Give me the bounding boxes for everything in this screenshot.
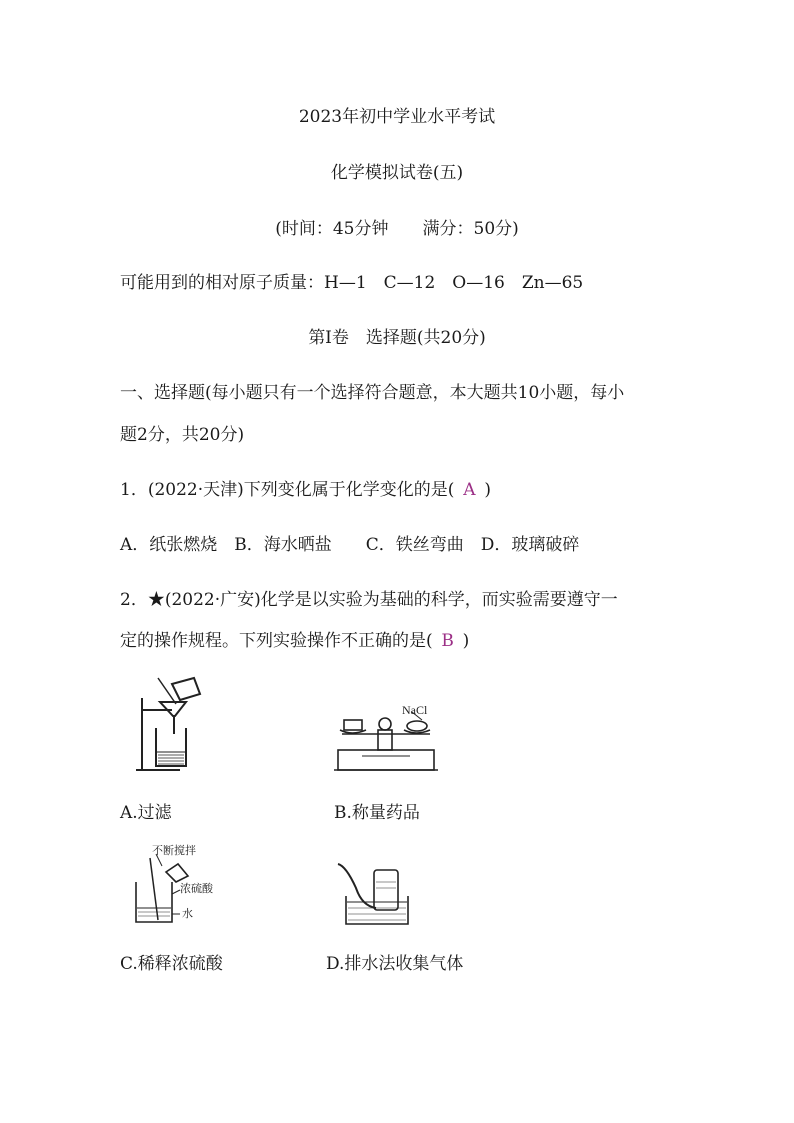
question-1-text: 1．(2022·天津)下列变化属于化学变化的是( xyxy=(120,480,455,500)
question-2-answer: B xyxy=(441,631,454,651)
section-instructions-line1: 一、选择题(每小题只有一个选择符合题意，本大题共10小题，每小 xyxy=(120,383,625,403)
figure-gas-collection xyxy=(336,862,416,928)
dilution-apparatus-icon xyxy=(132,842,222,926)
exam-title: 2023年初中学业水平考试 xyxy=(298,107,496,127)
stir-label: 不断搅拌 xyxy=(152,845,196,857)
figure-c-caption: C.稀释浓硫酸 xyxy=(120,954,223,974)
figure-d-caption: D.排水法收集气体 xyxy=(326,954,464,974)
gas-collection-apparatus-icon xyxy=(336,862,416,928)
question-2-stem-line2 xyxy=(120,630,469,652)
section-title: 第Ⅰ卷 选择题(共20分) xyxy=(308,328,486,348)
question-1-stem xyxy=(120,479,491,501)
balance-scale-icon xyxy=(332,700,442,774)
question-1-answer: A xyxy=(463,480,476,500)
question-1-close-paren: ) xyxy=(484,480,492,500)
question-1-options: A．纸张燃烧 B．海水晒盐 C．铁丝弯曲 D．玻璃破碎 xyxy=(120,535,580,555)
question-2-close-paren: ) xyxy=(462,631,470,651)
exam-time-info: (时间：45分钟 满分：50分) xyxy=(275,219,519,239)
nacl-label: NaCl xyxy=(402,703,428,717)
figure-b-caption: B.称量药品 xyxy=(334,803,420,823)
figure-dilution xyxy=(132,842,222,926)
water-label: 水 xyxy=(182,908,193,920)
figure-weighing xyxy=(332,700,442,774)
question-2-stem-line1: 2．★(2022·广安)化学是以实验为基础的科学，而实验需要遵守一 xyxy=(120,590,618,610)
atomic-masses: 可能用到的相对原子质量：H—1 C—12 O—16 Zn—65 xyxy=(120,273,584,293)
sulfuric-acid-label: 浓硫酸 xyxy=(180,883,213,895)
filtration-apparatus-icon xyxy=(132,676,212,774)
figure-a-caption: A.过滤 xyxy=(120,803,172,823)
figure-filtration xyxy=(132,676,212,774)
question-2-text: 定的操作规程。下列实验操作不正确的是( xyxy=(120,631,433,651)
exam-subtitle: 化学模拟试卷(五) xyxy=(330,163,464,183)
section-instructions-line2: 题2分，共20分) xyxy=(120,425,245,445)
